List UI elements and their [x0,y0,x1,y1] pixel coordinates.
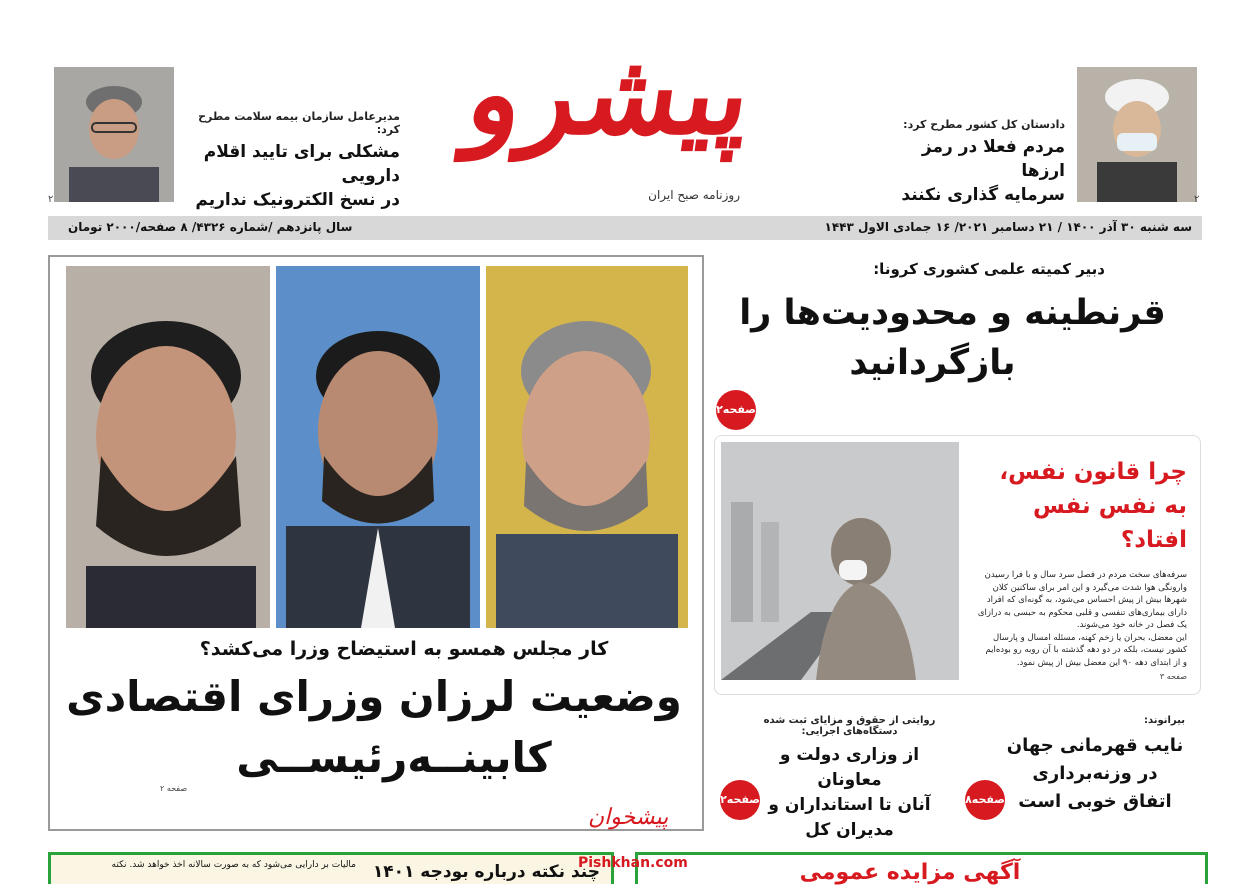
story-body-line: کشور نیست، بلکه در دو دهه گذشته با آن روبه رو بوده‌ایم [985,645,1187,655]
story-headline: سرمایه گذاری نکنند [901,185,1065,205]
story-headline: به نفس نفس افتاد؟ [1032,493,1187,553]
story-headline: نایب قهرمانی جهان [1006,735,1184,756]
story-kicker: مدیرعامل سازمان بیمه سلامت مطرح کرد: [198,110,400,136]
story-headline: قرنطینه و محدودیت‌ها را [739,293,1166,333]
prosecutor-story [880,118,1065,207]
story-headline: مدیران کل [805,820,894,840]
story-body-line: یک فصل در خانه خود می‌شوند. [1076,620,1187,630]
tax-teaser: مالیات بر دارایی می‌شود که به صورت سالانه اخذ خواهد شد. نکته [111,860,356,870]
story-body-line: و از ابتدای دهه ۹۰ این معضل بیش از پیش نمود. [1016,657,1187,668]
story-headline: از وزاری دولت و معاونان [779,745,920,790]
story-headline: وضعیت لرزان وزرای اقتصادی [66,672,682,721]
ministers-story [60,638,688,788]
insurance-ceo-photo [54,67,174,202]
insurance-story [190,110,400,212]
budget-headline: چند نکته درباره بودجه ۱۴۰۱ [372,862,600,882]
pishkhan-watermark [578,805,688,881]
salaries-story [752,715,947,843]
corona-story [720,260,1185,388]
story-kicker: بیرانوند: [1143,715,1185,726]
weightlifting-story [1005,715,1185,816]
story-kicker: دبیر کمیته علمی کشوری کرونا: [873,260,1105,278]
story-headline: مشکلی برای تایید اقلام دارویی [203,142,400,186]
page-badge: صفحه۲ [716,390,756,430]
story-headline: در وزنه‌برداری [1032,763,1158,784]
story-headline: کابینــه‌رئیســی [236,733,552,782]
date-text: سه شنبه ۳۰ آذر ۱۴۰۰ / ۲۱ دسامبر ۲۰۲۱/ ۱۶ جمادی الاول ۱۴۴۳ [824,220,1192,234]
story-body-line: شهرها بیش از پیش احساس می‌شود، به گونه‌ای که افراد [986,595,1187,605]
minister-photo [486,266,688,628]
page-number: ۲ [48,194,54,205]
watermark-logo-text: پیشخوان [588,805,669,830]
story-headline: اتفاق خوبی است [1018,791,1172,812]
page-ref: صفحه ۳ [1159,672,1187,681]
minister-photo [66,266,270,628]
pollution-photo [721,442,959,680]
masthead-subtitle: روزنامه صبح ایران [648,188,740,202]
minister-photo [276,266,480,628]
story-kicker: دادستان کل کشور مطرح کرد: [903,118,1065,131]
pollution-story [965,455,1187,681]
page-ref: صفحه ۲ [160,784,188,793]
masthead [460,10,760,202]
ad-headline: آگهی مزایده عمومی [799,860,1021,885]
story-headline: آنان تا استانداران و [768,795,931,815]
watermark-site: Pishkhan.com [578,855,688,871]
page-badge: صفحه۸ [965,780,1005,820]
story-body-line: دارای بیماری‌های تنفسی و قلبی محکوم به حبسی به درازای [977,607,1187,618]
story-body [965,569,1187,669]
story-body-line: وارونگی هوا شدت می‌گیرد و این امر برای ساکنین کلان [992,582,1187,593]
issue-text: سال پانزدهم /شماره ۴۳۲۶/ ۸ صفحه/۲۰۰۰ تومان [68,220,353,234]
masthead-title: پیشرو [460,29,760,160]
story-headline: در نسخ الکترونیک نداریم [195,190,400,210]
ministers-photo-strip [66,266,688,628]
dateline-bar [48,216,1202,240]
story-headline: مردم فعلا در رمز ارزها [921,137,1065,181]
story-kicker: روایتی از حقوق و مزایای ثبت شده [763,715,936,726]
page-number: ۲ [1194,194,1200,205]
story-body-line: سرفه‌های سخت مردم در فصل سرد سال و با فرا رسیدن [984,570,1187,580]
prosecutor-photo [1077,67,1197,202]
story-body-line: این معضل، بحران یا زخم کهنه، مسئله امسال و پارسال [992,632,1187,643]
story-kicker: دستگاه‌های اجرایی: [801,726,898,737]
story-headline: چرا قانون نفس، [999,459,1187,485]
story-kicker: کار مجلس همسو به استیضاح وزرا می‌کشد؟ [199,638,609,660]
story-headline: بازگردانید [849,343,1016,383]
page-badge: صفحه۲ [720,780,760,820]
